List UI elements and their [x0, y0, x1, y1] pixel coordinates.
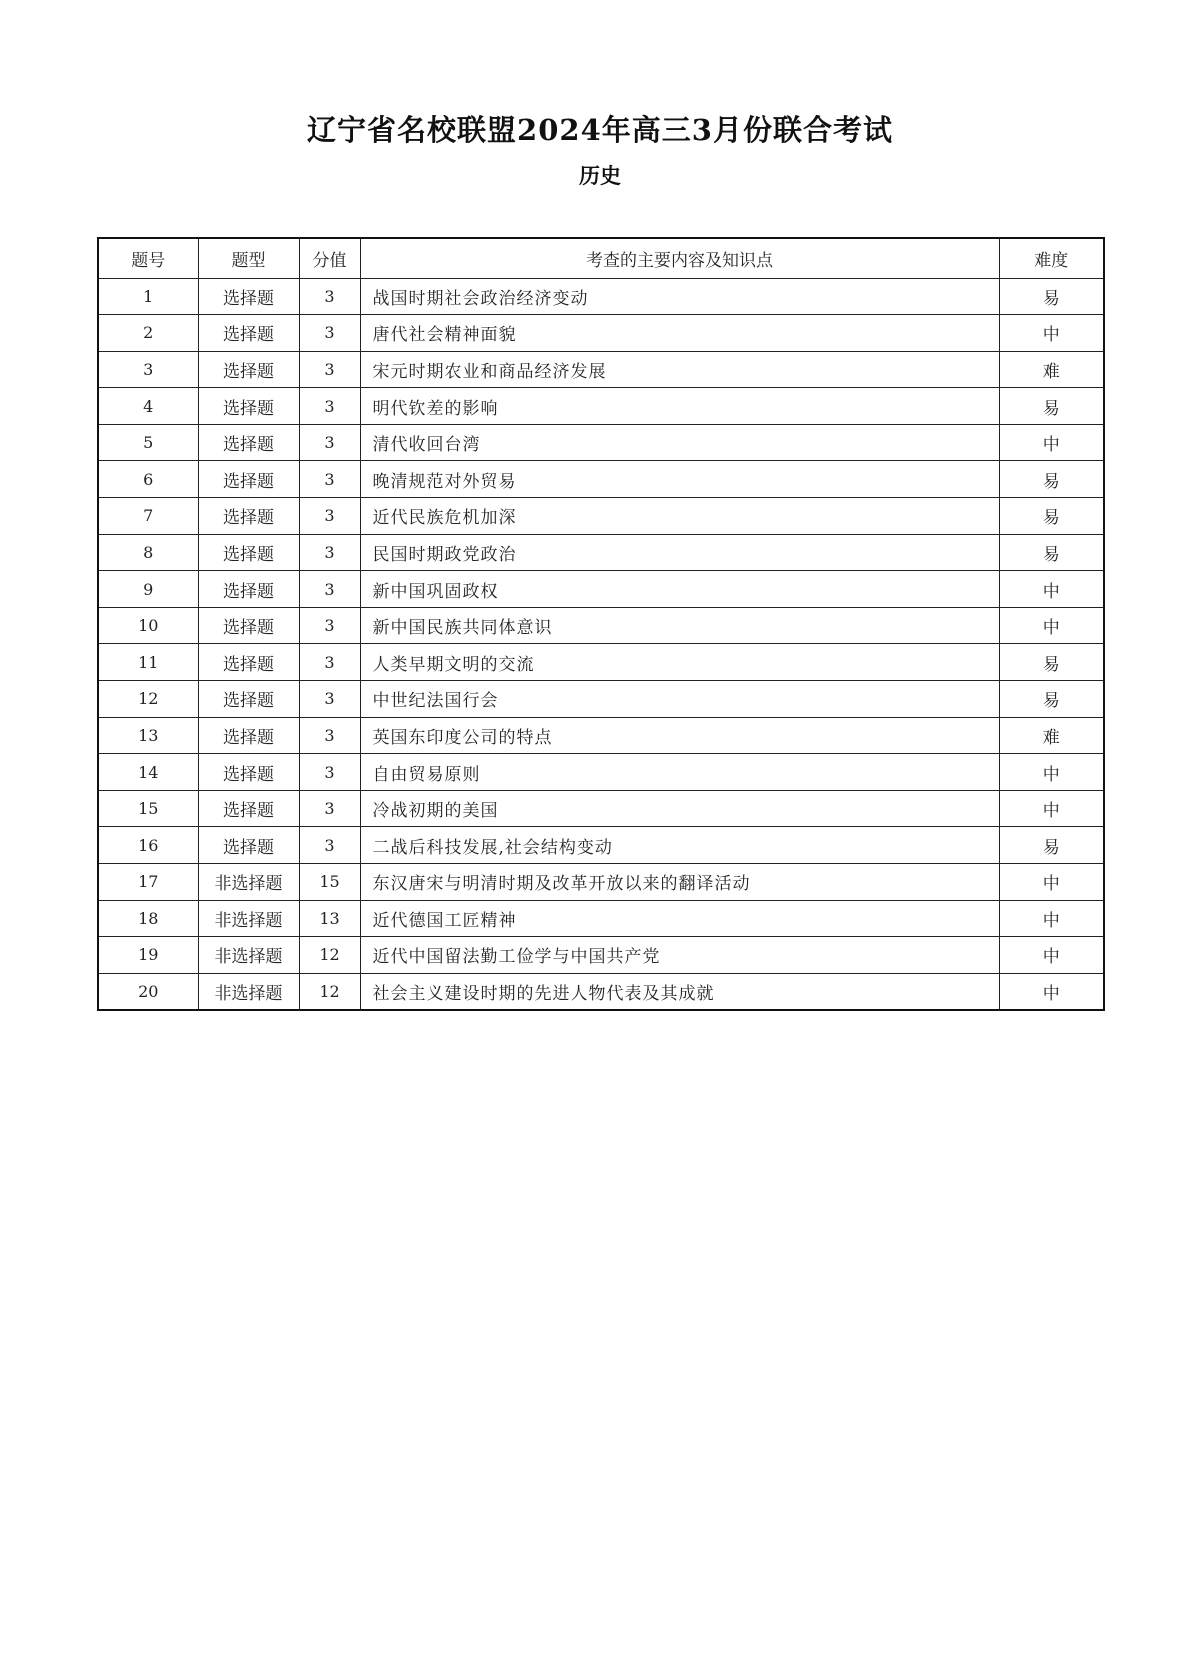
cell-content: 清代收回台湾: [360, 424, 999, 461]
cell-score: 3: [299, 278, 360, 315]
cell-question-type: 非选择题: [198, 864, 299, 901]
cell-question-type: 非选择题: [198, 937, 299, 974]
cell-content: 近代德国工匠精神: [360, 900, 999, 937]
cell-difficulty: 易: [999, 498, 1104, 535]
cell-content: 二战后科技发展,社会结构变动: [360, 827, 999, 864]
table-row: [98, 498, 1104, 535]
cell-question-number: 2: [98, 315, 198, 352]
cell-question-number: 8: [98, 534, 198, 571]
table-row: [98, 864, 1104, 901]
cell-content: 唐代社会精神面貌: [360, 315, 999, 352]
cell-score: 3: [299, 424, 360, 461]
cell-difficulty: 中: [999, 315, 1104, 352]
cell-score: 3: [299, 388, 360, 425]
cell-question-type: 选择题: [198, 534, 299, 571]
cell-difficulty: 易: [999, 388, 1104, 425]
cell-question-type: 选择题: [198, 315, 299, 352]
cell-question-number: 4: [98, 388, 198, 425]
cell-difficulty: 中: [999, 790, 1104, 827]
table-row: [98, 937, 1104, 974]
cell-content: 英国东印度公司的特点: [360, 717, 999, 754]
cell-score: 3: [299, 681, 360, 718]
cell-score: 12: [299, 937, 360, 974]
table-row: [98, 571, 1104, 608]
cell-question-type: 选择题: [198, 827, 299, 864]
cell-question-number: 7: [98, 498, 198, 535]
table-row: [98, 717, 1104, 754]
cell-score: 3: [299, 754, 360, 791]
cell-score: 3: [299, 351, 360, 388]
cell-difficulty: 易: [999, 534, 1104, 571]
cell-difficulty: 难: [999, 351, 1104, 388]
cell-score: 3: [299, 498, 360, 535]
cell-question-type: 选择题: [198, 278, 299, 315]
cell-content: 东汉唐宋与明清时期及改革开放以来的翻译活动: [360, 864, 999, 901]
cell-question-type: 选择题: [198, 461, 299, 498]
table-row: [98, 534, 1104, 571]
cell-question-type: 选择题: [198, 571, 299, 608]
cell-question-number: 19: [98, 937, 198, 974]
cell-difficulty: 中: [999, 571, 1104, 608]
cell-difficulty: 中: [999, 937, 1104, 974]
cell-difficulty: 中: [999, 864, 1104, 901]
cell-question-type: 选择题: [198, 424, 299, 461]
cell-score: 3: [299, 571, 360, 608]
cell-difficulty: 难: [999, 717, 1104, 754]
cell-question-number: 15: [98, 790, 198, 827]
header-question-type: 题型: [198, 238, 299, 278]
cell-question-type: 选择题: [198, 717, 299, 754]
cell-score: 12: [299, 973, 360, 1010]
cell-score: 15: [299, 864, 360, 901]
cell-question-type: 选择题: [198, 681, 299, 718]
cell-question-number: 1: [98, 278, 198, 315]
table-row: [98, 315, 1104, 352]
header-score: 分值: [299, 238, 360, 278]
cell-content: 明代钦差的影响: [360, 388, 999, 425]
cell-question-type: 选择题: [198, 607, 299, 644]
cell-content: 近代中国留法勤工俭学与中国共产党: [360, 937, 999, 974]
cell-score: 3: [299, 827, 360, 864]
cell-question-type: 选择题: [198, 644, 299, 681]
cell-question-number: 20: [98, 973, 198, 1010]
cell-difficulty: 中: [999, 754, 1104, 791]
cell-content: 中世纪法国行会: [360, 681, 999, 718]
table-row: [98, 754, 1104, 791]
cell-difficulty: 中: [999, 607, 1104, 644]
table-row: [98, 607, 1104, 644]
cell-score: 3: [299, 534, 360, 571]
cell-question-number: 6: [98, 461, 198, 498]
cell-question-number: 12: [98, 681, 198, 718]
header-question-number: 题号: [98, 238, 198, 278]
cell-question-number: 5: [98, 424, 198, 461]
cell-score: 3: [299, 644, 360, 681]
table-row: [98, 424, 1104, 461]
cell-score: 3: [299, 607, 360, 644]
cell-score: 3: [299, 717, 360, 754]
cell-content: 近代民族危机加深: [360, 498, 999, 535]
cell-question-number: 11: [98, 644, 198, 681]
cell-question-number: 16: [98, 827, 198, 864]
cell-question-number: 10: [98, 607, 198, 644]
header-difficulty: 难度: [999, 238, 1104, 278]
cell-difficulty: 中: [999, 973, 1104, 1010]
cell-content: 民国时期政党政治: [360, 534, 999, 571]
table-body: [98, 278, 1104, 1010]
cell-question-number: 3: [98, 351, 198, 388]
cell-difficulty: 易: [999, 681, 1104, 718]
table-row: [98, 644, 1104, 681]
cell-content: 新中国民族共同体意识: [360, 607, 999, 644]
table-row: [98, 278, 1104, 315]
cell-question-number: 9: [98, 571, 198, 608]
cell-content: 自由贸易原则: [360, 754, 999, 791]
table-row: [98, 681, 1104, 718]
cell-difficulty: 易: [999, 644, 1104, 681]
cell-content: 人类早期文明的交流: [360, 644, 999, 681]
cell-question-number: 13: [98, 717, 198, 754]
table-row: [98, 827, 1104, 864]
cell-score: 3: [299, 461, 360, 498]
cell-content: 宋元时期农业和商品经济发展: [360, 351, 999, 388]
cell-question-type: 选择题: [198, 790, 299, 827]
table-row: [98, 900, 1104, 937]
cell-difficulty: 易: [999, 278, 1104, 315]
cell-question-type: 选择题: [198, 388, 299, 425]
cell-difficulty: 易: [999, 827, 1104, 864]
cell-score: 3: [299, 790, 360, 827]
cell-difficulty: 中: [999, 424, 1104, 461]
table-row: [98, 388, 1104, 425]
cell-question-number: 18: [98, 900, 198, 937]
cell-content: 晚清规范对外贸易: [360, 461, 999, 498]
table-header-row: [98, 238, 1104, 278]
cell-score: 13: [299, 900, 360, 937]
cell-score: 3: [299, 315, 360, 352]
cell-question-type: 非选择题: [198, 973, 299, 1010]
cell-question-type: 选择题: [198, 498, 299, 535]
cell-content: 社会主义建设时期的先进人物代表及其成就: [360, 973, 999, 1010]
cell-difficulty: 中: [999, 900, 1104, 937]
table-row: [98, 973, 1104, 1010]
table-row: [98, 351, 1104, 388]
cell-question-number: 14: [98, 754, 198, 791]
cell-content: 新中国巩固政权: [360, 571, 999, 608]
document-subject: 历史: [579, 164, 621, 188]
exam-spec-table: [97, 237, 1105, 1011]
cell-question-type: 选择题: [198, 351, 299, 388]
cell-difficulty: 易: [999, 461, 1104, 498]
cell-content: 战国时期社会政治经济变动: [360, 278, 999, 315]
cell-content: 冷战初期的美国: [360, 790, 999, 827]
cell-question-type: 非选择题: [198, 900, 299, 937]
header-content: 考查的主要内容及知识点: [360, 238, 999, 278]
document-title: 辽宁省名校联盟2024年高三3月份联合考试: [307, 113, 893, 147]
table-row: [98, 790, 1104, 827]
cell-question-type: 选择题: [198, 754, 299, 791]
table-row: [98, 461, 1104, 498]
cell-question-number: 17: [98, 864, 198, 901]
